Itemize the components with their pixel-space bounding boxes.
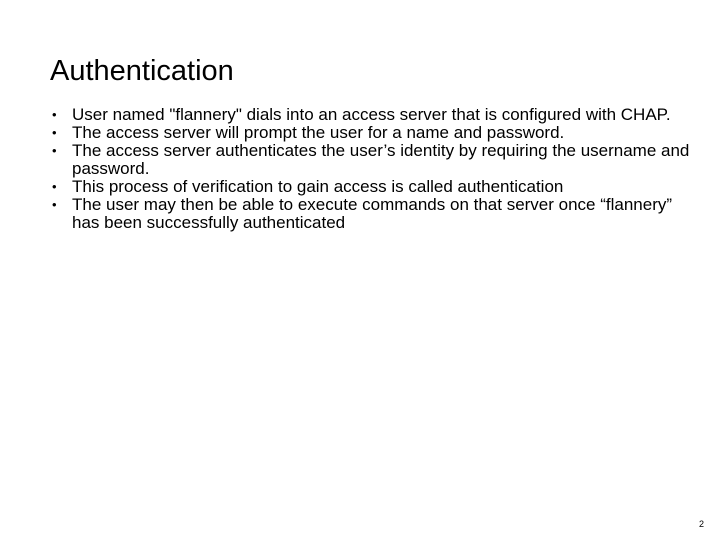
bullet-text: This process of verification to gain access is called authentication [72,177,564,196]
bullet-item [50,106,690,124]
bullet-dot-icon: • [52,197,57,212]
bullet-dot-icon: • [52,107,57,122]
bullet-item [50,196,690,232]
bullet-text: User named "flannery" dials into an access server that is configured with CHAP. [72,105,671,124]
bullet-text: The access server will prompt the user for a name and password. [72,123,565,142]
bullet-list [50,106,690,232]
bullet-text: The access server authenticates the user’s identity by requiring the username and password. [72,141,690,178]
bullet-text: The user may then be able to execute commands on that server once “flannery” has been successfully authenticated [72,195,673,232]
bullet-item [50,124,690,142]
slide-title: Authentication [50,55,234,87]
bullet-dot-icon: • [52,125,57,140]
bullet-dot-icon: • [52,179,57,194]
page-number: 2 [698,519,704,529]
bullet-item [50,142,690,178]
bullet-item [50,178,690,196]
bullet-dot-icon: • [52,143,57,158]
